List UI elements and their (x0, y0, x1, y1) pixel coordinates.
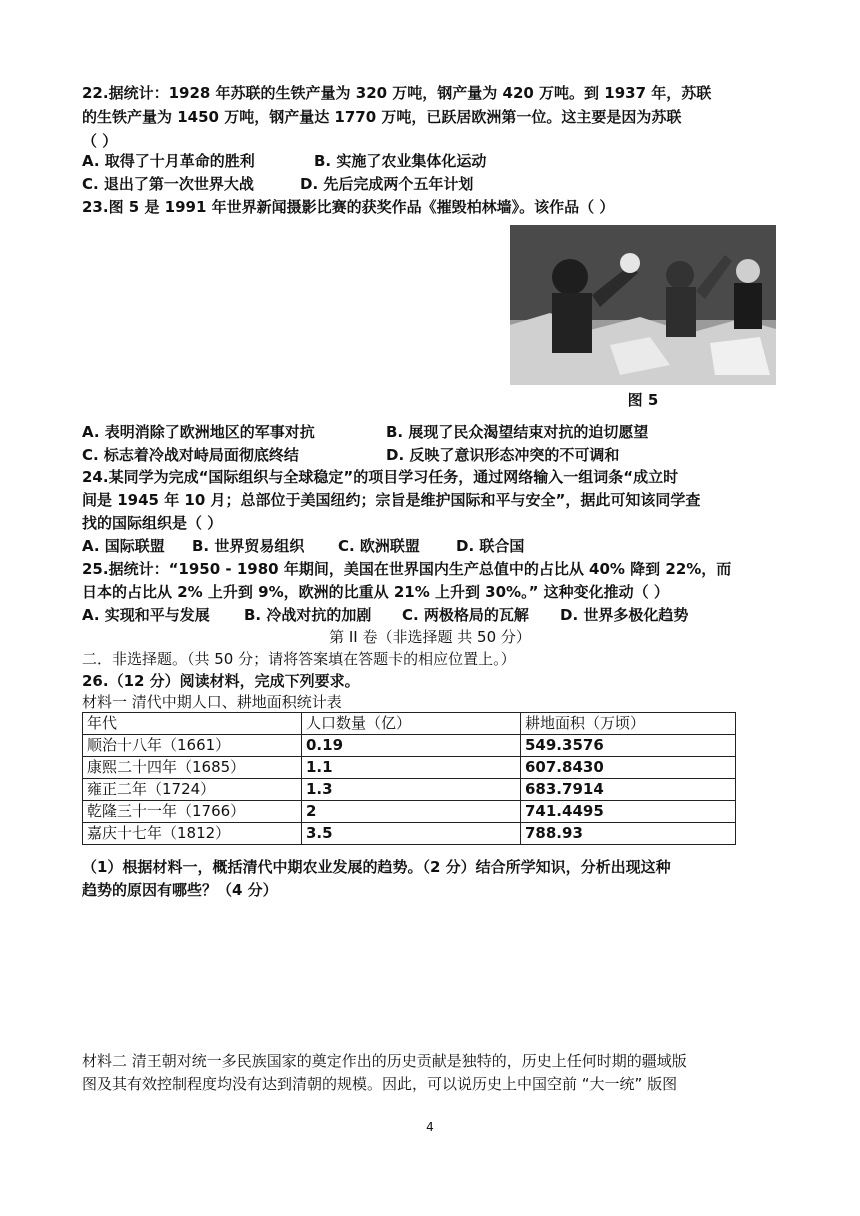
table-cell-population: 3.5 (302, 823, 521, 845)
q24-option-c: C. 欧洲联盟 (338, 537, 420, 555)
table-cell-farmland: 741.4495 (521, 801, 736, 823)
table-header-cell: 年代 (83, 713, 302, 735)
table-cell-era: 康熙二十四年（1685） (83, 757, 302, 779)
q26-sub1-line-1: （1）根据材料一，概括清代中期农业发展的趋势。（2 分）结合所学知识，分析出现这种 (82, 858, 671, 876)
q23-option-a: A. 表明消除了欧洲地区的军事对抗 (82, 423, 315, 441)
q24-option-d: D. 联合国 (456, 537, 525, 555)
q24-line-2: 间是 1945 年 10 月；总部位于美国纽约；宗旨是维护国际和平与安全”，据此可知该同学查 (82, 491, 701, 509)
figure-5-photo (510, 225, 776, 411)
q25-option-c: C. 两极格局的瓦解 (402, 606, 529, 624)
q22-option-c: C. 退出了第一次世界大战 (82, 175, 254, 193)
q25-line-2: 日本的占比从 2% 上升到 9%，欧洲的比重从 21% 上升到 30%。” 这种变化推动（ ） (82, 583, 669, 601)
q22-option-d: D. 先后完成两个五年计划 (300, 175, 474, 193)
table-cell-farmland: 683.7914 (521, 779, 736, 801)
material-2-line-1: 材料二 清王朝对统一多民族国家的奠定作出的历史贡献是独特的，历史上任何时期的疆域版 (82, 1052, 687, 1070)
table-cell-population: 2 (302, 801, 521, 823)
q23-option-c: C. 标志着冷战对峙局面彻底终结 (82, 446, 299, 464)
q24-option-a: A. 国际联盟 (82, 537, 165, 555)
table-cell-population: 1.3 (302, 779, 521, 801)
q24-line-3: 找的国际组织是（ ） (82, 514, 223, 532)
q25-line-1: 25.据统计：“1950 - 1980 年期间，美国在世界国内生产总值中的占比从 40% 降到 22%，而 (82, 560, 732, 578)
table-row (83, 801, 736, 823)
page-number: 4 (426, 1120, 434, 1134)
table-header-row (83, 713, 736, 735)
section-2-instruction: 二．非选择题。（共 50 分；请将答案填在答题卡的相应位置上。） (82, 650, 516, 668)
figure-5-caption: 图 5 (627, 391, 659, 409)
photo-illustration (510, 225, 776, 385)
q25-option-a: A. 实现和平与发展 (82, 606, 210, 624)
q22-line-2: 的生铁产量为 1450 万吨，钢产量达 1770 万吨，已跃居欧洲第一位。这主要是因为苏联 (82, 108, 682, 126)
table-cell-era: 乾隆三十一年（1766） (83, 801, 302, 823)
table-row (83, 823, 736, 845)
table-cell-population: 0.19 (302, 735, 521, 757)
table-cell-era: 雍正二年（1724） (83, 779, 302, 801)
table-row (83, 779, 736, 801)
table-header-cell: 人口数量（亿） (302, 713, 521, 735)
q22-line-3: （ ） (82, 132, 118, 150)
material-2-line-2: 图及其有效控制程度均没有达到清朝的规模。因此，可以说历史上中国空前 “大一统” 版图 (82, 1075, 678, 1093)
q26-sub1-line-2: 趋势的原因有哪些？（4 分） (82, 881, 278, 899)
table-cell-era: 嘉庆十七年（1812） (83, 823, 302, 845)
q26-line-1: 26.（12 分）阅读材料，完成下列要求。 (82, 672, 360, 690)
q22-line-1: 22.据统计：1928 年苏联的生铁产量为 320 万吨，钢产量为 420 万吨。到 1937 年，苏联 (82, 84, 712, 102)
q23-line-1: 23.图 5 是 1991 年世界新闻摄影比赛的获奖作品《摧毁柏林墙》。该作品（ ） (82, 198, 615, 216)
material-1-title: 材料一 清代中期人口、耕地面积统计表 (82, 693, 342, 711)
table-row (83, 735, 736, 757)
table-row (83, 757, 736, 779)
population-farmland-table (82, 712, 736, 845)
q23-option-d: D. 反映了意识形态冲突的不可调和 (386, 446, 620, 464)
table-header-cell: 耕地面积（万顷） (521, 713, 736, 735)
q23-option-b: B. 展现了民众渴望结束对抗的迫切愿望 (386, 423, 649, 441)
q25-option-b: B. 冷战对抗的加剧 (244, 606, 372, 624)
table-cell-farmland: 549.3576 (521, 735, 736, 757)
berlin-wall-photo-image (510, 225, 776, 385)
q24-option-b: B. 世界贸易组织 (192, 537, 305, 555)
q22-option-a: A. 取得了十月革命的胜利 (82, 152, 255, 170)
q24-line-1: 24.某同学为完成“国际组织与全球稳定”的项目学习任务，通过网络输入一组词条“成立时 (82, 468, 679, 486)
table-cell-farmland: 607.8430 (521, 757, 736, 779)
table-cell-population: 1.1 (302, 757, 521, 779)
q25-option-d: D. 世界多极化趋势 (560, 606, 689, 624)
q22-option-b: B. 实施了农业集体化运动 (314, 152, 487, 170)
section-2-title: 第 II 卷（非选择题 共 50 分） (329, 628, 531, 646)
table-cell-era: 顺治十八年（1661） (83, 735, 302, 757)
table-cell-farmland: 788.93 (521, 823, 736, 845)
